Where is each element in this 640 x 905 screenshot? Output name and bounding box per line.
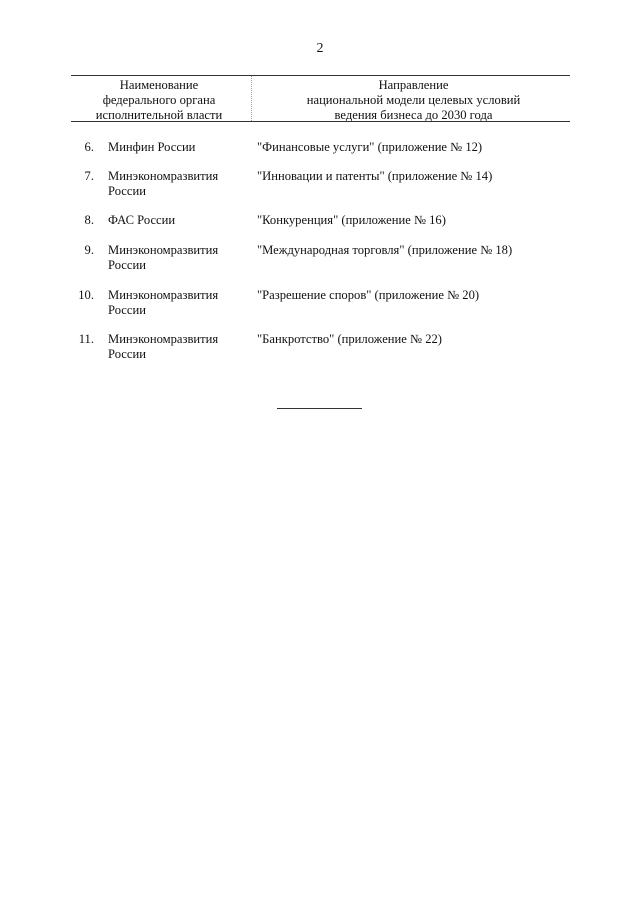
row-org	[108, 169, 248, 199]
header-org-line: Наименование	[119, 78, 199, 92]
row-direction: "Конкуренция" (приложение № 16)	[257, 213, 446, 227]
header-org-column	[71, 78, 247, 123]
row-org-line: Минэкономразвития	[108, 332, 219, 346]
row-direction: "Финансовые услуги" (приложение № 12)	[257, 140, 483, 154]
header-direction-line: ведения бизнеса до 2030 года	[334, 108, 493, 122]
header-org-line: федерального органа	[102, 93, 216, 107]
row-org-line: Минэкономразвития	[108, 288, 219, 302]
table-header	[71, 75, 570, 122]
row-org	[108, 288, 248, 318]
row-org-line: Минэкономразвития	[108, 169, 219, 183]
row-org-line: России	[108, 258, 146, 272]
row-org	[108, 213, 248, 228]
row-direction: "Банкротство" (приложение № 22)	[257, 332, 442, 346]
document-table	[71, 75, 570, 361]
end-of-document-rule	[277, 408, 362, 409]
row-direction: "Инновации и патенты" (приложение № 14)	[257, 169, 493, 183]
row-number: 10.	[78, 288, 94, 302]
row-org-line: Минэкономразвития	[108, 243, 219, 257]
row-org	[108, 243, 248, 273]
row-number: 7.	[84, 169, 94, 183]
row-org-line: ФАС России	[108, 213, 176, 227]
row-direction: "Международная торговля" (приложение № 18)	[257, 243, 513, 257]
header-direction-line: национальной модели целевых условий	[306, 93, 521, 107]
row-org-line: Минфин России	[108, 140, 196, 154]
row-number: 6.	[84, 140, 94, 154]
header-direction-column	[257, 78, 570, 123]
row-org-line: России	[108, 184, 146, 198]
page-number: 2	[316, 41, 324, 56]
row-org-line: России	[108, 303, 146, 317]
row-number: 8.	[84, 213, 94, 227]
header-direction-line: Направление	[378, 78, 449, 92]
header-column-divider	[251, 76, 252, 121]
row-number: 11.	[78, 332, 94, 346]
row-org	[108, 140, 248, 155]
row-org-line: России	[108, 347, 146, 361]
row-number: 9.	[84, 243, 94, 257]
row-direction: "Разрешение споров" (приложение № 20)	[257, 288, 480, 302]
row-org	[108, 332, 248, 362]
header-org-line: исполнительной власти	[95, 108, 223, 122]
